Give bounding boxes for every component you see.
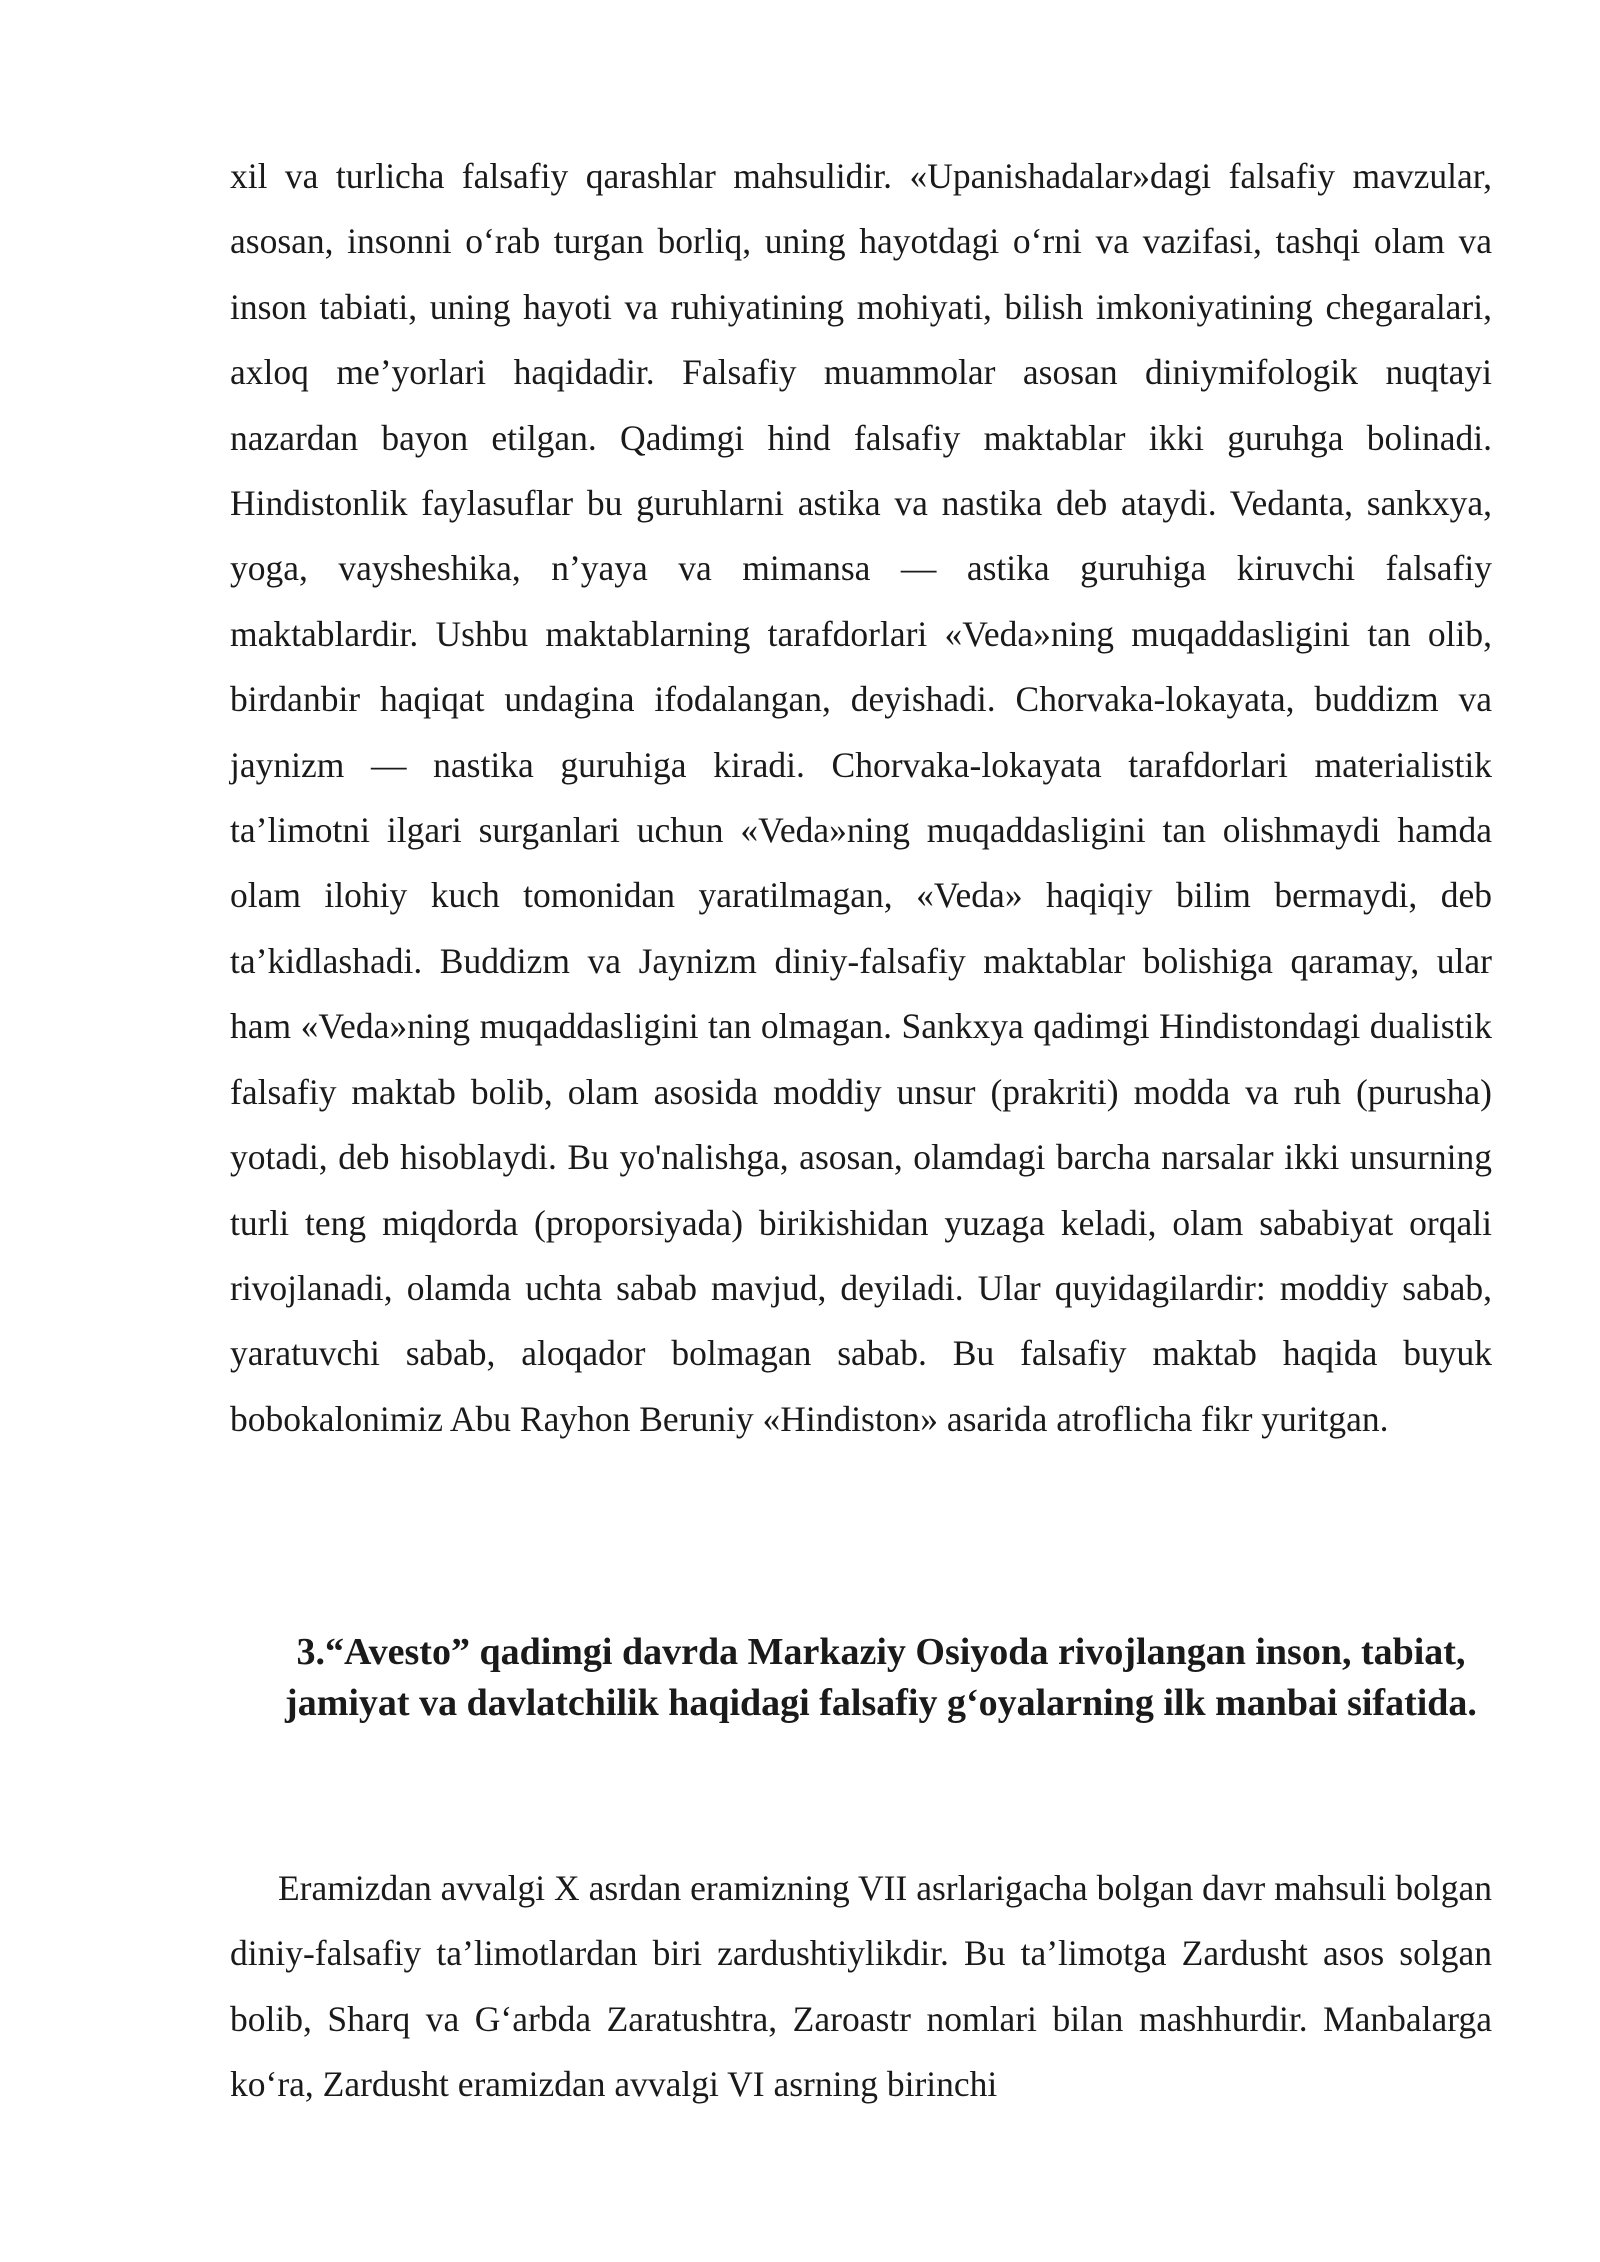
body-paragraph-zoroastrianism: Eramizdan avvalgi X asrdan eramizning VII asrlarigacha bolgan davr mahsuli bolgan diniy-falsafiy ta’limotlardan biri zardushtiylikdir. Bu ta’limotga Zardusht asos solgan bolib, Sharq va G‘arbda Zaratushtra, Zaroastr nomlari bilan mashhurdir. Manbalarga ko‘ra, Zardusht eramizdan avvalgi VI asrning birinchi <box>230 1868 1492 2105</box>
body-paragraph-upanishads: xil va turlicha falsafiy qarashlar mahsulidir. «Upanishadalar»dagi falsafiy mavzular, asosan, insonni o‘rab turgan borliq, uning hayotdagi o‘rni va vazifasi, tashqi olam va inson tabiati, uning hayoti va ruhiyatining mohiyati, bilish imkoniyatining chegaralari, axloq me’yorlari haqidadir. Falsafiy muammolar asosan diniymifologik nuqtayi nazardan bayon etilgan. Qadimgi hind falsafiy maktablar ikki guruhga bolinadi. Hindistonlik faylasuflar bu guruhlarni astika va nastika deb ataydi. Vedanta, sankxya, yoga, vaysheshika, n’yaya va mimansa — astika guruhiga kiruvchi falsafiy maktablardir. Ushbu maktablarning tarafdorlari «Veda»ning muqaddasligini tan olib, birdanbir haqiqat undagina ifodalangan, deyishadi. Chorvaka-lokayata, buddizm va jaynizm — nastika guruhiga kiradi. Chorvaka-lokayata tarafdorlari materialistik ta’limotni ilgari surganlari uchun «Veda»ning muqaddasligini tan olishmaydi hamda olam ilohiy kuch tomonidan yaratilmagan, «Veda» haqiqiy bilim bermaydi, deb ta’kidlashadi. Buddizm va Jaynizm diniy-falsafiy maktablar bolishiga qaramay, ular ham «Veda»ning muqaddasligini tan olmagan. Sankxya qadimgi Hindistondagi dualistik falsafiy maktab bolib, olam asosida moddiy unsur (prakriti) modda va ruh (purusha) yotadi, deb hisoblaydi. Bu yo'nalishga, asosan, olamdagi barcha narsalar ikki unsurning turli teng miqdorda (proporsiyada) birikishidan yuzaga keladi, olam sababiyat orqali rivojlanadi, olamda uchta sabab mavjud, deyiladi. Ular quyidagilardir: moddiy sabab, yaratuvchi sabab, aloqador bolmagan sabab. Bu falsafiy maktab haqida buyuk bobokalonimiz Abu Rayhon Beruniy «Hindiston» asarida atroflicha fikr yuritgan. <box>230 156 1492 1439</box>
section-heading-avesto: 3.“Avesto” qadimgi davrda Markaziy Osiyoda rivojlangan inson, tabiat, jamiyat va davlatchilik haqidagi falsafiy g‘oyalarning ilk manbai sifatida. <box>285 1631 1477 1724</box>
